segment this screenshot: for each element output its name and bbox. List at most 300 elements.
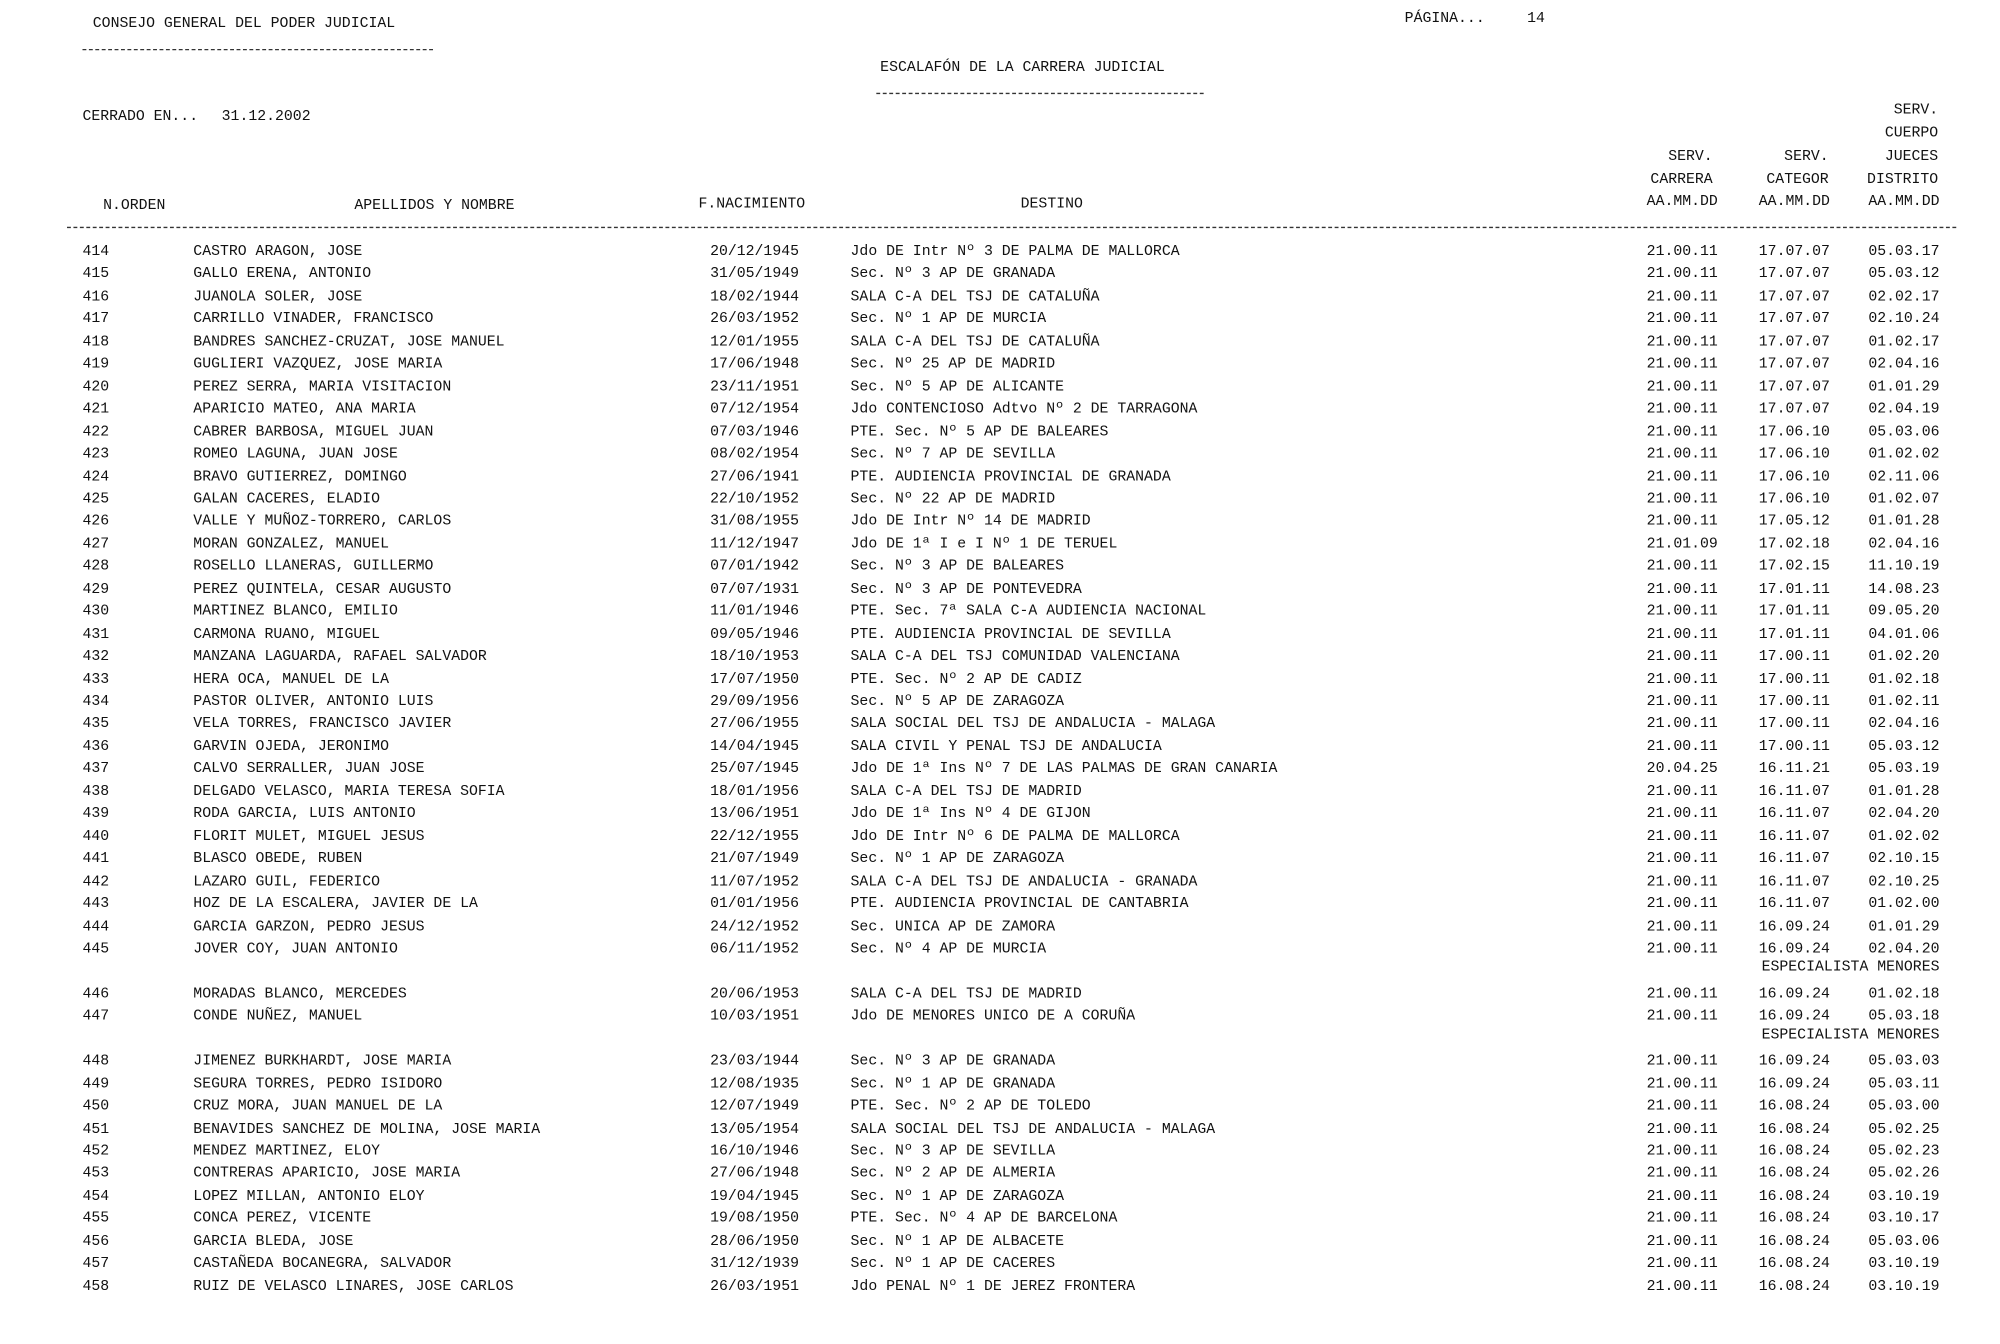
row-serv-carrera: 21.00.11 <box>1646 378 1718 396</box>
row-birth-date: 11/12/1947 <box>710 535 800 553</box>
row-birth-date: 07/12/1954 <box>710 400 800 418</box>
row-name: HOZ DE LA ESCALERA, JAVIER DE LA <box>193 895 478 913</box>
row-birth-date: 07/01/1942 <box>710 558 800 576</box>
row-serv-categor: 16.09.24 <box>1758 918 1830 935</box>
row-name: PEREZ QUINTELA, CESAR AUGUSTO <box>193 580 452 598</box>
row-serv-carrera: 21.00.11 <box>1646 1008 1718 1025</box>
row-name: CRUZ MORA, JUAN MANUEL DE LA <box>193 1098 443 1115</box>
row-birth-date: 01/01/1956 <box>710 895 800 913</box>
row-number: 452 <box>82 1143 110 1160</box>
row-destino: Sec. Nº 1 AP DE ZARAGOZA <box>850 1188 1065 1205</box>
table-row <box>0 1121 2000 1143</box>
row-birth-date: 14/04/1945 <box>710 738 800 756</box>
row-serv-carrera: 21.00.11 <box>1646 490 1718 508</box>
table-row <box>0 446 2000 468</box>
row-number: 431 <box>82 625 110 643</box>
table-row <box>0 873 2000 895</box>
table-row <box>0 423 2000 445</box>
row-serv-categor: 16.11.07 <box>1758 805 1830 823</box>
table-row <box>0 356 2000 378</box>
row-destino: PTE. Sec. Nº 2 AP DE CADIZ <box>850 670 1082 688</box>
table-row <box>0 783 2000 805</box>
row-number: 433 <box>82 670 110 688</box>
row-name: GARCIA BLEDA, JOSE <box>193 1233 354 1250</box>
row-destino: Sec. Nº 25 AP DE MADRID <box>850 356 1056 373</box>
row-serv-carrera: 21.00.11 <box>1646 423 1718 441</box>
row-birth-date: 19/08/1950 <box>710 1210 800 1228</box>
row-serv-carrera: 21.00.11 <box>1646 918 1718 935</box>
table-row <box>0 1053 2000 1075</box>
row-birth-date: 23/03/1944 <box>710 1053 800 1070</box>
row-serv-categor: 17.00.11 <box>1758 670 1830 688</box>
row-serv-carrera: 21.00.11 <box>1646 828 1718 845</box>
table-row <box>0 693 2000 715</box>
row-name: MENDEZ MARTINEZ, ELOY <box>193 1143 381 1160</box>
row-serv-categor: 17.00.11 <box>1758 715 1830 733</box>
row-name: CABRER BARBOSA, MIGUEL JUAN <box>193 423 434 441</box>
row-birth-date: 27/06/1955 <box>710 715 800 733</box>
divider <box>876 93 1203 94</box>
row-name: FLORIT MULET, MIGUEL JESUS <box>193 828 425 845</box>
row-destino: Sec. UNICA AP DE ZAMORA <box>850 918 1056 935</box>
row-serv-categor: 17.00.11 <box>1758 648 1830 666</box>
row-birth-date: 20/06/1953 <box>710 985 800 1003</box>
row-destino: Sec. Nº 1 AP DE CACERES <box>850 1255 1056 1273</box>
row-serv-categor: 16.08.24 <box>1758 1098 1830 1115</box>
col-categor-2: CATEGOR <box>1766 171 1829 189</box>
row-serv-carrera: 21.00.11 <box>1646 243 1718 261</box>
row-number: 450 <box>82 1098 110 1115</box>
col-distrito-3: JUECES <box>1884 148 1939 165</box>
row-destino: PTE. Sec. Nº 2 AP DE TOLEDO <box>850 1098 1091 1115</box>
row-serv-carrera: 21.00.11 <box>1646 625 1718 643</box>
row-number: 417 <box>82 311 110 328</box>
row-number: 424 <box>82 468 110 486</box>
row-serv-distrito: 05.03.06 <box>1868 1233 1940 1250</box>
row-number: 416 <box>82 288 110 306</box>
row-serv-categor: 17.07.07 <box>1758 356 1830 373</box>
row-birth-date: 12/08/1935 <box>710 1075 800 1093</box>
row-name: GUGLIERI VAZQUEZ, JOSE MARIA <box>193 356 443 373</box>
table-row <box>0 896 2000 918</box>
row-number: 428 <box>82 558 110 576</box>
table-row <box>0 671 2000 693</box>
row-destino: PTE. Sec. Nº 5 AP DE BALEARES <box>850 423 1109 441</box>
row-serv-carrera: 21.00.11 <box>1646 580 1718 598</box>
row-birth-date: 29/09/1956 <box>710 693 800 711</box>
row-serv-carrera: 21.00.11 <box>1646 1143 1718 1160</box>
row-serv-carrera: 20.04.25 <box>1646 760 1718 778</box>
organization-name: CONSEJO GENERAL DEL PODER JUDICIAL <box>92 15 396 33</box>
col-distrito-4: DISTRITO <box>1867 171 1939 189</box>
row-number: 427 <box>82 535 110 553</box>
table-row <box>0 1233 2000 1255</box>
row-name: LAZARO GUIL, FEDERICO <box>193 873 381 890</box>
row-serv-categor: 16.08.24 <box>1758 1120 1830 1138</box>
row-birth-date: 20/12/1945 <box>710 243 800 261</box>
row-number: 445 <box>82 940 110 958</box>
row-birth-date: 31/08/1955 <box>710 513 800 531</box>
table-row <box>0 648 2000 670</box>
row-name: HERA OCA, MANUEL DE LA <box>193 670 389 688</box>
row-destino: Sec. Nº 1 AP DE ALBACETE <box>850 1233 1065 1250</box>
row-serv-distrito: 01.02.07 <box>1868 490 1940 508</box>
row-name: VALLE Y MUÑOZ-TORRERO, CARLOS <box>193 513 452 531</box>
row-serv-distrito: 02.11.06 <box>1868 468 1940 486</box>
row-destino: Sec. Nº 5 AP DE ALICANTE <box>850 378 1065 396</box>
row-serv-carrera: 21.00.11 <box>1646 1075 1718 1093</box>
row-serv-categor: 17.07.07 <box>1758 266 1830 283</box>
row-serv-categor: 16.08.24 <box>1758 1233 1830 1250</box>
row-serv-distrito: 01.02.02 <box>1868 828 1940 845</box>
row-number: 442 <box>82 873 110 890</box>
row-serv-categor: 16.08.24 <box>1758 1255 1830 1273</box>
col-distrito-1: SERV. <box>1893 101 1939 119</box>
row-serv-distrito: 02.02.17 <box>1868 288 1940 306</box>
row-birth-date: 12/07/1949 <box>710 1098 800 1115</box>
row-name: BRAVO GUTIERREZ, DOMINGO <box>193 468 407 486</box>
row-serv-carrera: 21.00.11 <box>1646 468 1718 486</box>
table-row <box>0 1211 2000 1233</box>
row-serv-categor: 16.08.24 <box>1758 1277 1830 1295</box>
row-name: VELA TORRES, FRANCISCO JAVIER <box>193 715 452 733</box>
row-birth-date: 24/12/1952 <box>710 918 800 935</box>
row-number: 426 <box>82 513 110 531</box>
row-serv-categor: 16.11.07 <box>1758 783 1830 801</box>
row-number: 441 <box>82 850 110 868</box>
row-destino: SALA C-A DEL TSJ DE ANDALUCIA - GRANADA <box>850 873 1198 890</box>
row-serv-distrito: 05.03.19 <box>1868 760 1940 778</box>
row-name: JIMENEZ BURKHARDT, JOSE MARIA <box>193 1053 452 1070</box>
row-serv-carrera: 21.00.11 <box>1646 783 1718 801</box>
row-number: 430 <box>82 603 110 621</box>
row-serv-distrito: 02.04.19 <box>1868 400 1940 418</box>
row-birth-date: 31/05/1949 <box>710 266 800 283</box>
row-number: 439 <box>82 805 110 823</box>
row-birth-date: 25/07/1945 <box>710 760 800 778</box>
col-carrera-3: AA.MM.DD <box>1646 193 1718 211</box>
row-destino: Jdo DE 1ª Ins Nº 4 DE GIJON <box>850 805 1091 823</box>
table-row <box>0 289 2000 311</box>
row-serv-distrito: 04.01.06 <box>1868 625 1940 643</box>
row-serv-carrera: 21.00.11 <box>1646 715 1718 733</box>
row-number: 425 <box>82 490 110 508</box>
row-birth-date: 10/03/1951 <box>710 1008 800 1025</box>
table-row <box>0 603 2000 625</box>
row-serv-categor: 16.11.21 <box>1758 760 1830 778</box>
col-carrera-1: SERV. <box>1668 148 1713 165</box>
row-number: 449 <box>82 1075 110 1093</box>
table-row <box>0 1256 2000 1278</box>
col-distrito-5: AA.MM.DD <box>1868 193 1940 211</box>
row-serv-categor: 16.09.24 <box>1758 1053 1830 1070</box>
row-serv-distrito: 05.03.06 <box>1868 423 1940 441</box>
row-number: 415 <box>82 266 110 283</box>
row-birth-date: 09/05/1946 <box>710 625 800 643</box>
row-name: ROSELLO LLANERAS, GUILLERMO <box>193 558 434 576</box>
table-row <box>0 1188 2000 1210</box>
row-number: 432 <box>82 648 110 666</box>
row-serv-carrera: 21.00.11 <box>1646 670 1718 688</box>
col-orden: N.ORDEN <box>103 197 166 214</box>
row-serv-categor: 16.09.24 <box>1758 985 1830 1003</box>
row-serv-categor: 17.06.10 <box>1758 490 1830 508</box>
row-serv-carrera: 21.00.11 <box>1646 1053 1718 1070</box>
row-name: RODA GARCIA, LUIS ANTONIO <box>193 805 416 823</box>
row-birth-date: 12/01/1955 <box>710 333 800 351</box>
table-row <box>0 1076 2000 1098</box>
row-serv-categor: 17.01.11 <box>1758 580 1830 598</box>
row-number: 438 <box>82 783 110 801</box>
row-number: 448 <box>82 1053 110 1070</box>
specialist-note: ESPECIALISTA MENORES <box>1761 1026 1940 1044</box>
row-serv-categor: 16.09.24 <box>1758 1008 1830 1025</box>
row-destino: SALA CIVIL Y PENAL TSJ DE ANDALUCIA <box>850 738 1162 756</box>
table-row <box>0 761 2000 783</box>
row-number: 455 <box>82 1210 110 1228</box>
row-birth-date: 22/12/1955 <box>710 828 800 845</box>
row-serv-distrito: 05.02.26 <box>1868 1165 1940 1183</box>
header-divider <box>67 227 1956 228</box>
table-row <box>0 334 2000 356</box>
row-serv-distrito: 02.10.24 <box>1868 311 1940 328</box>
row-serv-distrito: 01.02.02 <box>1868 445 1940 463</box>
document-title: ESCALAFÓN DE LA CARRERA JUDICIAL <box>880 59 1165 77</box>
row-destino: Jdo DE 1ª I e I Nº 1 DE TERUEL <box>850 535 1118 553</box>
row-serv-distrito: 01.02.18 <box>1868 670 1940 688</box>
row-destino: Sec. Nº 3 AP DE SEVILLA <box>850 1143 1056 1160</box>
row-serv-distrito: 05.03.18 <box>1868 1008 1940 1025</box>
row-birth-date: 07/03/1946 <box>710 423 800 441</box>
row-name: CONTRERAS APARICIO, JOSE MARIA <box>193 1165 461 1183</box>
row-serv-carrera: 21.00.11 <box>1646 1165 1718 1183</box>
row-birth-date: 07/07/1931 <box>710 580 800 598</box>
row-destino: Sec. Nº 1 AP DE GRANADA <box>850 1075 1056 1093</box>
row-serv-categor: 16.09.24 <box>1758 940 1830 958</box>
row-serv-categor: 16.11.07 <box>1758 828 1830 845</box>
row-destino: Sec. Nº 3 AP DE PONTEVEDRA <box>850 580 1082 598</box>
row-serv-carrera: 21.00.11 <box>1646 738 1718 756</box>
row-birth-date: 16/10/1946 <box>710 1143 800 1160</box>
row-serv-categor: 17.02.18 <box>1758 535 1830 553</box>
row-destino: Jdo PENAL Nº 1 DE JEREZ FRONTERA <box>850 1277 1136 1295</box>
row-destino: SALA C-A DEL TSJ DE MADRID <box>850 783 1082 801</box>
row-serv-carrera: 21.00.11 <box>1646 805 1718 823</box>
row-serv-categor: 16.08.24 <box>1758 1143 1830 1160</box>
row-number: 454 <box>82 1188 110 1205</box>
row-destino: Sec. Nº 1 AP DE ZARAGOZA <box>850 850 1065 868</box>
row-name: CASTAÑEDA BOCANEGRA, SALVADOR <box>193 1255 452 1273</box>
row-destino: SALA SOCIAL DEL TSJ DE ANDALUCIA - MALAGA <box>850 1120 1216 1138</box>
row-number: 453 <box>82 1165 110 1183</box>
row-number: 429 <box>82 580 110 598</box>
row-serv-categor: 16.11.07 <box>1758 850 1830 868</box>
specialist-note: ESPECIALISTA MENORES <box>1761 959 1940 977</box>
row-serv-distrito: 02.04.16 <box>1868 356 1940 373</box>
row-number: 435 <box>82 715 110 733</box>
row-serv-categor: 17.07.07 <box>1758 400 1830 418</box>
row-birth-date: 18/01/1956 <box>710 783 800 801</box>
row-serv-distrito: 02.04.20 <box>1868 940 1940 958</box>
row-destino: PTE. Sec. Nº 4 AP DE BARCELONA <box>850 1210 1118 1228</box>
row-serv-distrito: 01.02.00 <box>1868 895 1940 913</box>
row-number: 456 <box>82 1233 110 1250</box>
row-name: BLASCO OBEDE, RUBEN <box>193 850 363 868</box>
col-carrera-2: CARRERA <box>1650 171 1713 189</box>
row-number: 451 <box>82 1120 110 1138</box>
row-serv-distrito: 05.03.12 <box>1868 266 1940 283</box>
row-name: APARICIO MATEO, ANA MARIA <box>193 400 416 418</box>
row-destino: PTE. AUDIENCIA PROVINCIAL DE SEVILLA <box>850 625 1171 643</box>
row-name: GARCIA GARZON, PEDRO JESUS <box>193 918 425 935</box>
row-destino: Sec. Nº 3 AP DE GRANADA <box>850 266 1056 283</box>
row-serv-carrera: 21.00.11 <box>1646 558 1718 576</box>
row-number: 440 <box>82 828 110 845</box>
row-serv-distrito: 02.04.16 <box>1868 715 1940 733</box>
row-serv-categor: 16.11.07 <box>1758 873 1830 890</box>
row-birth-date: 18/02/1944 <box>710 288 800 306</box>
row-serv-categor: 17.00.11 <box>1758 693 1830 711</box>
table-row <box>0 311 2000 333</box>
row-name: PASTOR OLIVER, ANTONIO LUIS <box>193 693 434 711</box>
row-birth-date: 27/06/1941 <box>710 468 800 486</box>
row-number: 422 <box>82 423 110 441</box>
row-serv-categor: 16.08.24 <box>1758 1165 1830 1183</box>
row-number: 444 <box>82 918 110 935</box>
row-birth-date: 21/07/1949 <box>710 850 800 868</box>
row-serv-carrera: 21.00.11 <box>1646 648 1718 666</box>
row-birth-date: 26/03/1951 <box>710 1277 800 1295</box>
row-serv-carrera: 21.00.11 <box>1646 445 1718 463</box>
row-serv-categor: 17.06.10 <box>1758 423 1830 441</box>
row-serv-distrito: 01.02.20 <box>1868 648 1940 666</box>
row-serv-carrera: 21.00.11 <box>1646 985 1718 1003</box>
row-number: 437 <box>82 760 110 778</box>
table-row <box>0 468 2000 490</box>
table-row <box>0 1098 2000 1120</box>
row-serv-carrera: 21.01.09 <box>1646 535 1718 553</box>
row-name: ROMEO LAGUNA, JUAN JOSE <box>193 445 398 463</box>
row-number: 457 <box>82 1255 110 1273</box>
page-label: PÁGINA... <box>1404 10 1485 28</box>
row-birth-date: 19/04/1945 <box>710 1188 800 1205</box>
row-serv-carrera: 21.00.11 <box>1646 288 1718 306</box>
row-name: GALLO ERENA, ANTONIO <box>193 266 372 283</box>
row-destino: Jdo DE MENORES UNICO DE A CORUÑA <box>850 1008 1136 1025</box>
row-serv-distrito: 05.03.11 <box>1868 1075 1940 1093</box>
row-birth-date: 28/06/1950 <box>710 1233 800 1250</box>
row-serv-carrera: 21.00.11 <box>1646 1255 1718 1273</box>
row-note <box>0 1027 2000 1049</box>
row-serv-distrito: 01.01.28 <box>1868 783 1940 801</box>
row-number: 434 <box>82 693 110 711</box>
row-destino: SALA C-A DEL TSJ DE CATALUÑA <box>850 288 1100 306</box>
row-serv-carrera: 21.00.11 <box>1646 603 1718 621</box>
row-destino: Sec. Nº 2 AP DE ALMERIA <box>850 1165 1056 1183</box>
row-birth-date: 08/02/1954 <box>710 445 800 463</box>
row-serv-distrito: 01.01.29 <box>1868 918 1940 935</box>
row-number: 436 <box>82 738 110 756</box>
row-destino: SALA C-A DEL TSJ DE CATALUÑA <box>850 333 1100 351</box>
row-name: CARRILLO VINADER, FRANCISCO <box>193 311 434 328</box>
row-name: JOVER COY, JUAN ANTONIO <box>193 940 398 958</box>
row-serv-distrito: 03.10.19 <box>1868 1255 1940 1273</box>
row-serv-categor: 17.06.10 <box>1758 468 1830 486</box>
row-serv-carrera: 21.00.11 <box>1646 1277 1718 1295</box>
row-number: 458 <box>82 1277 110 1295</box>
row-birth-date: 23/11/1951 <box>710 378 800 396</box>
row-birth-date: 26/03/1952 <box>710 311 800 328</box>
closed-label: CERRADO EN... <box>82 108 199 126</box>
row-serv-distrito: 01.02.11 <box>1868 693 1940 711</box>
row-serv-categor: 16.09.24 <box>1758 1075 1830 1093</box>
row-serv-categor: 17.07.07 <box>1758 311 1830 328</box>
row-birth-date: 11/01/1946 <box>710 603 800 621</box>
row-name: LOPEZ MILLAN, ANTONIO ELOY <box>193 1188 425 1205</box>
row-name: JUANOLA SOLER, JOSE <box>193 288 363 306</box>
row-birth-date: 22/10/1952 <box>710 490 800 508</box>
row-serv-distrito: 05.03.00 <box>1868 1098 1940 1115</box>
row-name: GALAN CACERES, ELADIO <box>193 490 381 508</box>
row-serv-categor: 17.01.11 <box>1758 603 1830 621</box>
row-serv-carrera: 21.00.11 <box>1646 513 1718 531</box>
row-note <box>0 959 2000 981</box>
row-serv-categor: 17.06.10 <box>1758 445 1830 463</box>
col-nombre: APELLIDOS Y NOMBRE <box>354 197 515 214</box>
row-serv-distrito: 14.08.23 <box>1868 580 1940 598</box>
row-serv-distrito: 01.01.28 <box>1868 513 1940 531</box>
closed-date: 31.12.2002 <box>221 108 311 126</box>
col-distrito-2: CUERPO <box>1884 125 1939 142</box>
row-birth-date: 18/10/1953 <box>710 648 800 666</box>
table-row <box>0 626 2000 648</box>
row-name: CARMONA RUANO, MIGUEL <box>193 625 381 643</box>
row-serv-distrito: 02.04.20 <box>1868 805 1940 823</box>
row-destino: Jdo DE Intr Nº 3 DE PALMA DE MALLORCA <box>850 243 1180 261</box>
col-categor-1: SERV. <box>1784 148 1829 165</box>
row-serv-carrera: 21.00.11 <box>1646 1098 1718 1115</box>
row-number: 423 <box>82 445 110 463</box>
row-serv-distrito: 05.03.17 <box>1868 243 1940 261</box>
row-name: MANZANA LAGUARDA, RAFAEL SALVADOR <box>193 648 487 666</box>
row-number: 414 <box>82 243 110 261</box>
row-name: PEREZ SERRA, MARIA VISITACION <box>193 378 452 396</box>
col-destino: DESTINO <box>1020 195 1083 213</box>
table-row <box>0 536 2000 558</box>
row-number: 447 <box>82 1008 110 1025</box>
row-serv-carrera: 21.00.11 <box>1646 400 1718 418</box>
row-serv-distrito: 02.10.25 <box>1868 873 1940 890</box>
row-serv-categor: 17.07.07 <box>1758 288 1830 306</box>
table-row <box>0 806 2000 828</box>
row-destino: SALA C-A DEL TSJ DE MADRID <box>850 985 1082 1003</box>
row-destino: Jdo CONTENCIOSO Adtvo Nº 2 DE TARRAGONA <box>850 400 1198 418</box>
row-serv-distrito: 09.05.20 <box>1868 603 1940 621</box>
row-serv-distrito: 02.10.15 <box>1868 850 1940 868</box>
row-serv-categor: 16.08.24 <box>1758 1188 1830 1205</box>
table-row <box>0 851 2000 873</box>
row-serv-carrera: 21.00.11 <box>1646 1233 1718 1250</box>
table-row <box>0 581 2000 603</box>
row-serv-distrito: 03.10.19 <box>1868 1188 1940 1205</box>
row-name: RUIZ DE VELASCO LINARES, JOSE CARLOS <box>193 1277 514 1295</box>
table-row <box>0 986 2000 1008</box>
col-nacimiento: F.NACIMIENTO <box>698 195 806 213</box>
row-destino: Sec. Nº 3 AP DE GRANADA <box>850 1053 1056 1070</box>
row-number: 443 <box>82 895 110 913</box>
row-destino: Sec. Nº 5 AP DE ZARAGOZA <box>850 693 1065 711</box>
row-destino: Sec. Nº 7 AP DE SEVILLA <box>850 445 1056 463</box>
